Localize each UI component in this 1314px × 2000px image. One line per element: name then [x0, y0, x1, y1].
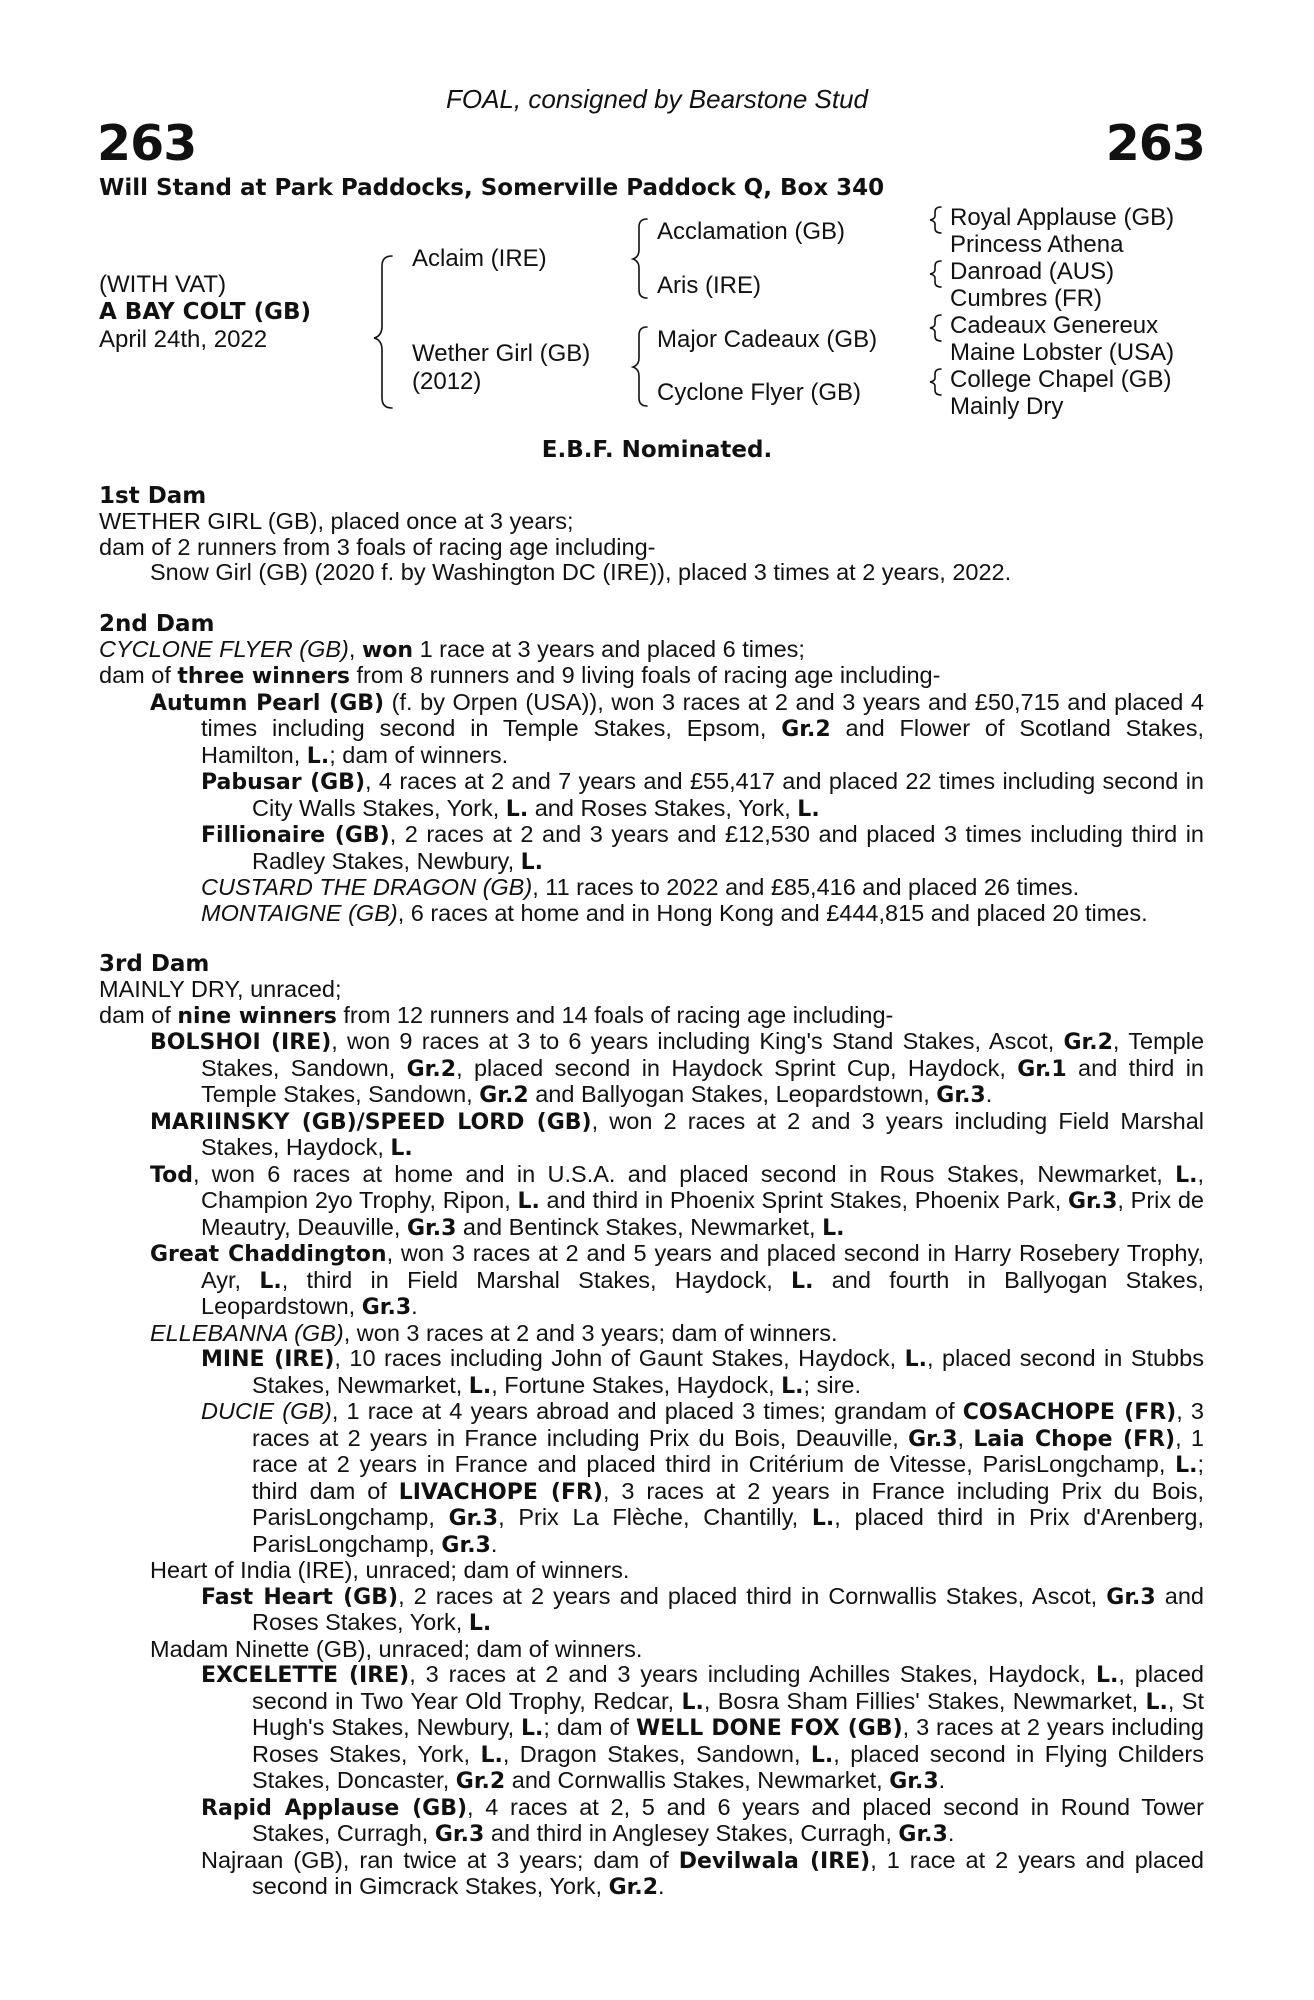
produce-autumn-pearl: Autumn Pearl (GB) (f. by Orpen (USA)), won 3 races at 2 and 3 years and £50,715 and placed 4 times including second in Temple Stakes, Epsom, Gr.2 and Flower of Scotland Stakes, Hamilton, L.; dam of winners.	[150, 688, 1204, 769]
produce-mine: MINE (IRE), 10 races including John of Gaunt Stakes, Haydock, L., placed second in Stubbs Stakes, Newmarket, L., Fortune Stakes, Haydock, L.; sire.	[201, 1345, 1204, 1399]
second-dam-produce-line: dam of three winners from 8 runners and 9 living foals of racing age including-	[99, 662, 941, 689]
produce-pabusar: Pabusar (GB), 4 races at 2 and 7 years and £55,417 and placed 22 times including second in City Walls Stakes, York, L. and Roses Stakes, York, L.	[201, 768, 1204, 822]
produce-custard-the-dragon: CUSTARD THE DRAGON (GB), 11 races to 2022 and £85,416 and placed 26 times.	[201, 874, 1080, 900]
stabling-location: Will Stand at Park Paddocks, Somerville Paddock Q, Box 340	[99, 175, 885, 201]
produce-fillionaire: Fillionaire (GB), 2 races at 2 and 3 years and £12,530 and placed 3 times including third in Radley Stakes, Newbury, L.	[201, 821, 1204, 875]
produce-ducie: DUCIE (GB), 1 race at 4 years abroad and placed 3 times; grandam of COSACHOPE (FR), 3 races at 2 years in France including Prix du Bois, Deauville, Gr.3, Laia Chope (FR), 1 race at 2 years in France and placed third in Critérium de Vitesse, ParisLongchamp, L.; third dam of LIVACHOPE (FR), 3 races at 2 years in France including Prix du Bois, ParisLongchamp, Gr.3, Prix La Flèche, Chantilly, L., placed third in Prix d'Arenberg, ParisLongchamp, Gr.3.	[201, 1398, 1204, 1558]
second-dam-line: CYCLONE FLYER (GB), won 1 race at 3 years and placed 6 times;	[99, 635, 805, 663]
dam-name: Wether Girl (GB)	[412, 340, 591, 367]
first-dam-line: WETHER GIRL (GB), placed once at 3 years;	[99, 508, 574, 534]
first-dam-produce-line: dam of 2 runners from 3 foals of racing age including-	[99, 533, 656, 560]
sire-dam-name: Aris (IRE)	[657, 272, 761, 299]
ebf-nominated: E.B.F. Nominated.	[541, 437, 773, 463]
produce-bolshoi: BOLSHOI (IRE), won 9 races at 3 to 6 years including King's Stand Stakes, Ascot, Gr.2, Temple Stakes, Sandown, Gr.2, placed second in Haydock Sprint Cup, Haydock, Gr.1 and third in Temple Stakes, Sandown, Gr.2 and Ballyogan Stakes, Leopardstown, Gr.3.	[150, 1028, 1205, 1108]
g4-ancestor: Maine Lobster (USA)	[950, 339, 1175, 366]
catalogue-body	[99, 483, 1204, 1901]
produce-montaigne: MONTAIGNE (GB), 6 races at home and in Hong Kong and £444,815 and placed 20 times.	[201, 899, 1148, 926]
produce-rapid-applause: Rapid Applause (GB), 4 races at 2, 5 and 6 years and placed second in Round Tower Stakes, Curragh, Gr.3 and third in Anglesey Stakes, Curragh, Gr.3.	[201, 1793, 1204, 1847]
lot-number-right: 263	[1105, 115, 1205, 172]
horse-name: A BAY COLT (GB)	[99, 299, 312, 325]
g4-ancestor: Mainly Dry	[950, 393, 1064, 420]
dam-sire-name: Major Cadeaux (GB)	[657, 326, 878, 353]
g4-ancestor: Royal Applause (GB)	[950, 204, 1175, 231]
dam-dam-name: Cyclone Flyer (GB)	[657, 379, 862, 406]
g4-ancestor: Danroad (AUS)	[950, 258, 1115, 285]
produce-mariinsky: MARIINSKY (GB)/SPEED LORD (GB), won 2 races at 2 and 3 years including Field Marshal Stakes, Haydock, L.	[150, 1107, 1204, 1161]
produce-fast-heart: Fast Heart (GB), 2 races at 2 years and placed third in Cornwallis Stakes, Ascot, Gr.3 and Roses Stakes, York, L.	[201, 1582, 1204, 1636]
third-dam-heading: 3rd Dam	[99, 951, 210, 977]
produce-madam-ninette: Madam Ninette (GB), unraced; dam of winners.	[150, 1635, 643, 1662]
produce-tod: Tod, won 6 races at home and in U.S.A. and placed second in Rous Stakes, Newmarket, L., Champion 2yo Trophy, Ripon, L. and third in Phoenix Sprint Stakes, Phoenix Park, Gr.3, Prix de Meautry, Deauville, Gr.3 and Bentinck Stakes, Newmarket, L.	[150, 1160, 1204, 1241]
lot-number-left: 263	[97, 115, 197, 172]
g4-ancestor: Cadeaux Genereux	[950, 312, 1159, 339]
third-dam-produce-line: dam of nine winners from 12 runners and 14 foals of racing age including-	[99, 1001, 894, 1029]
second-dam-heading: 2nd Dam	[99, 610, 215, 637]
g4-ancestor: College Chapel (GB)	[950, 366, 1172, 393]
produce-great-chaddington: Great Chaddington, won 3 races at 2 and 5 years and placed second in Harry Rosebery Trophy, Ayr, L., third in Field Marshal Stakes, Haydock, L. and fourth in Ballyogan Stakes, Leopardstown, Gr.3.	[150, 1240, 1204, 1320]
produce-najraan: Najraan (GB), ran twice at 3 years; dam of Devilwala (IRE), 1 race at 2 years and placed second in Gimcrack Stakes, York, Gr.2.	[201, 1846, 1204, 1900]
consignor-line: FOAL, consigned by Bearstone Stud	[445, 84, 869, 114]
foaling-date: April 24th, 2022	[99, 326, 268, 353]
sire-name: Aclaim (IRE)	[412, 245, 547, 272]
g4-ancestor: Princess Athena	[950, 231, 1124, 258]
vat-note: (WITH VAT)	[99, 271, 227, 298]
g4-ancestor: Cumbres (FR)	[950, 285, 1103, 312]
sire-sire-name: Acclamation (GB)	[657, 218, 846, 245]
produce-excelette: EXCELETTE (IRE), 3 races at 2 and 3 years including Achilles Stakes, Haydock, L., placed second in Two Year Old Trophy, Redcar, L., Bosra Sham Fillies' Stakes, Newmarket, L., St Hugh's Stakes, Newbury, L.; dam of WELL DONE FOX (GB), 3 races at 2 years including Roses Stakes, York, L., Dragon Stakes, Sandown, L., placed second in Flying Childers Stakes, Doncaster, Gr.2 and Cornwallis Stakes, Newmarket, Gr.3.	[201, 1661, 1205, 1794]
produce-heart-of-india: Heart of India (IRE), unraced; dam of winners.	[150, 1557, 630, 1583]
produce-snow-girl: Snow Girl (GB) (2020 f. by Washington DC (IRE)), placed 3 times at 2 years, 2022.	[150, 559, 1012, 585]
third-dam-line: MAINLY DRY, unraced;	[99, 976, 342, 1002]
first-dam-heading: 1st Dam	[99, 483, 207, 509]
dam-year: (2012)	[412, 368, 482, 395]
produce-ellebanna: ELLEBANNA (GB), won 3 races at 2 and 3 years; dam of winners.	[150, 1319, 838, 1346]
